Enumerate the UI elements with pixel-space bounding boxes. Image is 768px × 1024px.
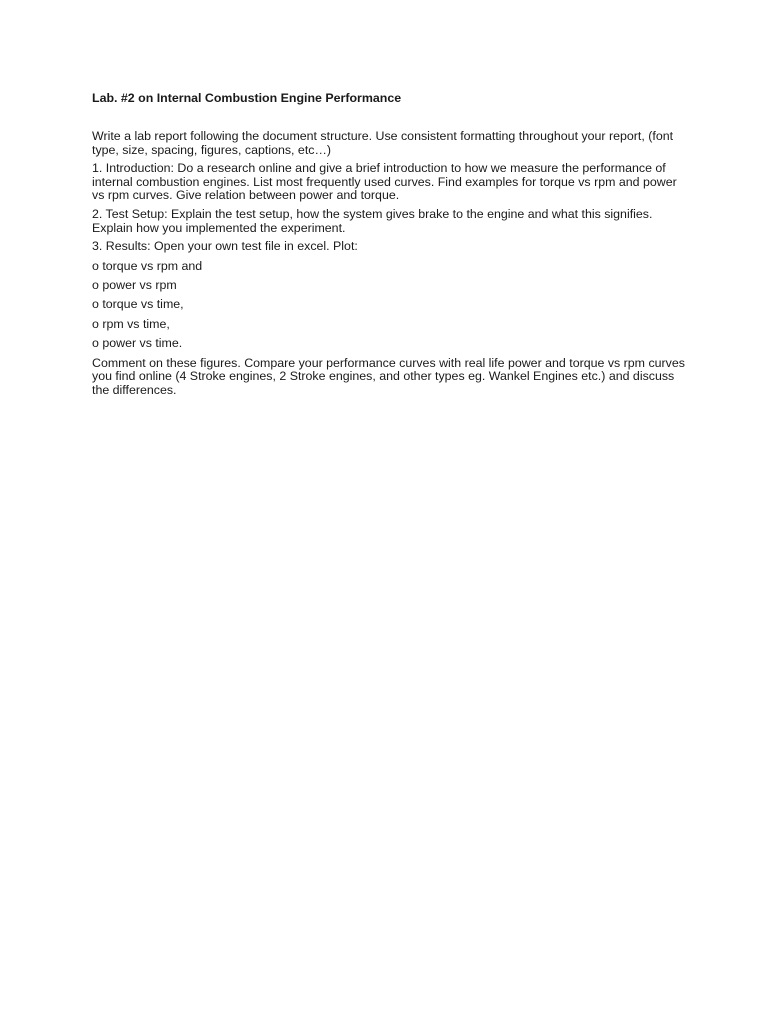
closing-paragraph: Comment on these figures. Compare your performance curves with real life power and torque vs rpm curves you find online (4 Stroke engines, 2 Stroke engines, and other types eg. Wankel Engines etc.) and discuss the differences.	[92, 355, 685, 397]
results-section: 3. Results: Open your own test file in excel. Plot:	[92, 239, 358, 254]
introduction-section: 1. Introduction: Do a research online and give a brief introduction to how we measure the performance of internal combustion engines. List most frequently used curves. Find examples for torque vs rpm and power vs rpm curves. Give relation between power and torque.	[92, 161, 677, 203]
plot-item: o power vs rpm	[92, 277, 177, 292]
document-page	[92, 91, 692, 402]
plot-item: o torque vs time,	[92, 297, 184, 312]
intro-paragraph: Write a lab report following the document structure. Use consistent formatting throughout your report, (font type, size, spacing, figures, captions, etc…)	[92, 129, 674, 157]
document-title: Lab. #2 on Internal Combustion Engine Performance	[92, 91, 402, 105]
plot-item: o rpm vs time,	[92, 316, 170, 331]
plot-item: o torque vs rpm and	[92, 258, 203, 273]
test-setup-section: 2. Test Setup: Explain the test setup, how the system gives brake to the engine and what this signifies. Explain how you implemented the experiment.	[92, 206, 653, 235]
document-body	[92, 130, 692, 397]
plot-item: o power vs time.	[92, 336, 183, 351]
